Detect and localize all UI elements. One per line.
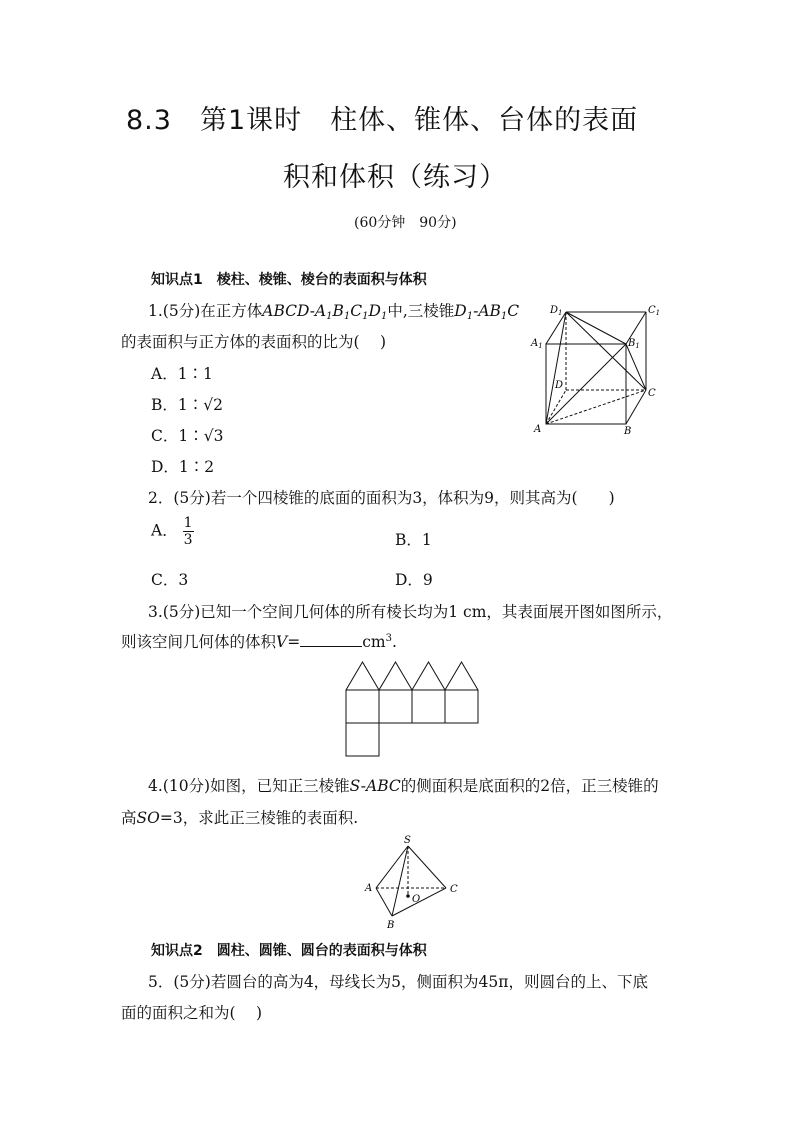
q1-option-b: B．1∶√2 — [151, 396, 223, 414]
label-d: D — [555, 380, 564, 391]
fraction-numerator: 1 — [183, 515, 193, 531]
label-c: C — [450, 884, 458, 895]
q2-option-a — [151, 515, 194, 548]
q1-prefix: 1.(5分)在正方体 — [148, 302, 263, 320]
question-3-line1: 3.(5分)已知一个空间几何体的所有棱长均为1 cm，其表面展开图如图所示， — [148, 603, 673, 621]
cube-figure — [528, 298, 668, 438]
label-a: A — [365, 883, 373, 894]
q1-option-c: C．1∶√3 — [151, 427, 224, 445]
net-figure — [343, 660, 483, 760]
label-d1: $D_1$ — [550, 305, 563, 317]
q3-unit-exponent: 3 — [385, 633, 392, 644]
page-title-line1: 8.3 第1课时 柱体、锥体、台体的表面 — [126, 105, 639, 136]
label-c: C — [648, 388, 656, 399]
question-1-line2: 的表面积与正方体的表面积的比为( ) — [121, 333, 387, 351]
section-heading-1: 知识点1 棱柱、棱锥、棱台的表面积与体积 — [151, 272, 427, 288]
q2-option-a-fraction — [183, 515, 194, 548]
page-title-line2: 积和体积（练习） — [283, 162, 507, 193]
q3-answer-blank — [300, 634, 362, 647]
label-a: A — [534, 424, 542, 435]
label-b1: $B_1$ — [628, 338, 640, 350]
label-s: S — [404, 835, 411, 846]
section-heading-2: 知识点2 圆柱、圆锥、圆台的表面积与体积 — [151, 943, 427, 959]
question-5-line2: 面的面积之和为( ) — [121, 1004, 263, 1022]
q2-option-c: C．3 — [151, 571, 189, 589]
q3-period: . — [391, 633, 397, 651]
label-a1: $A_1$ — [531, 338, 543, 350]
q3-unit: cm — [362, 633, 386, 651]
label-b: B — [387, 920, 395, 931]
q4-line2-prefix: 高 — [121, 809, 137, 827]
label-b: B — [624, 426, 632, 437]
pyramid-figure — [362, 832, 466, 932]
q4-height-var: SO — [136, 809, 160, 827]
q2-option-b: B．1 — [395, 531, 432, 549]
q4-pyramid-name: S-ABC — [349, 777, 401, 795]
fraction-denominator: 3 — [183, 532, 193, 548]
q3-equals: = — [287, 633, 301, 651]
q1-pyramid-name: $D_1-AB_1C$ — [454, 302, 520, 322]
label-c1: $C_1$ — [648, 305, 661, 317]
question-1-line1 — [148, 299, 519, 322]
question-4-line1 — [148, 774, 659, 796]
q2-option-a-label: A． — [151, 521, 178, 540]
q1-option-a: A．1∶1 — [151, 365, 213, 383]
q3-volume-var: V — [276, 633, 288, 651]
question-5-line1: 5．(5分)若圆台的高为4，母线长为5，侧面积为45π，则圆台的上、下底 — [148, 973, 648, 991]
q1-mid: 中,三棱锥 — [387, 302, 455, 320]
q4-line1-prefix: 4.(10分)如图，已知正三棱锥 — [148, 777, 350, 795]
q1-option-d: D．1∶2 — [151, 458, 215, 476]
q2-option-d: D．9 — [395, 571, 433, 589]
question-3-line2 — [121, 630, 397, 652]
q4-line1-rest: 的侧面积是底面积的2倍，正三棱锥的 — [400, 777, 659, 795]
q1-cube-name: ABCD-$A_1B_1C_1D_1$ — [262, 302, 388, 322]
label-o: O — [412, 894, 421, 905]
page-subtitle: (60分钟 90分) — [354, 215, 457, 231]
q3-line2-prefix: 则该空间几何体的体积 — [121, 633, 277, 651]
question-4-line2 — [121, 806, 358, 828]
q4-line2-rest: =3，求此正三棱锥的表面积. — [159, 809, 359, 827]
question-2: 2．(5分)若一个四棱锥的底面的面积为3，体积为9，则其高为( ) — [148, 489, 615, 507]
